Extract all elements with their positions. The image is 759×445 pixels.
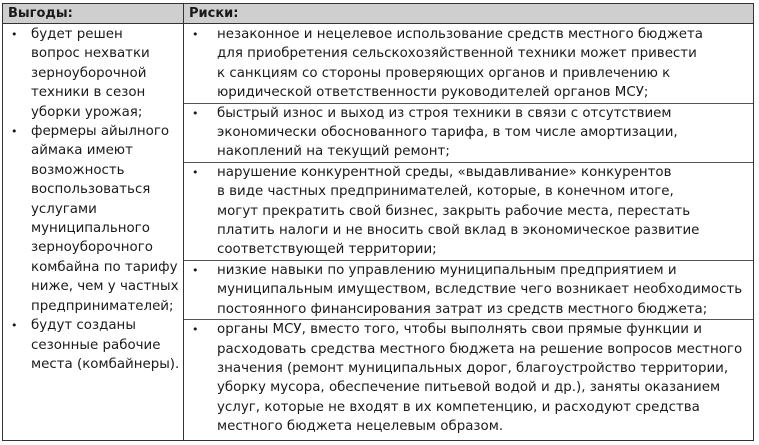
risk-line: низкие навыки по управлению муниципальным предприятием и (217, 262, 677, 278)
risk-line: платить налоги и не вносить свой вклад в экономическое развитие (217, 223, 700, 239)
table-header-row (3, 4, 753, 24)
benefit-item (3, 316, 181, 374)
risks-list (184, 25, 753, 437)
bullet-icon: • (11, 319, 18, 333)
risk-line: накоплений на текущий ремонт; (217, 144, 450, 160)
benefit-line: зерноуборочного (31, 240, 153, 256)
benefits-risks-table (2, 3, 754, 441)
risks-header: Риски: (189, 6, 239, 21)
risk-line: постоянного финансирования затрат из средств местного бюджета; (217, 301, 708, 317)
risk-line: могут прекратить свой бизнес, закрыть рабочие места, перестать (217, 203, 691, 219)
risk-line: расходовать средства местного бюджета на решение вопросов местного (217, 341, 743, 357)
risk-line: местного бюджета нецелевым образом. (217, 419, 504, 435)
risk-line: незаконное и нецелевое использование средств местного бюджета (217, 27, 704, 42)
risk-item (184, 104, 753, 163)
bullet-icon: • (11, 125, 18, 139)
risk-line: нарушение конкурентной среды, «выдавливание» конкурентов (217, 164, 672, 180)
risk-item (184, 163, 753, 261)
benefit-line: муниципального (31, 221, 150, 237)
bullet-icon: • (192, 323, 199, 337)
benefit-line: комбайна по тарифу (31, 259, 178, 275)
bullet-icon: • (192, 106, 199, 120)
risk-item (184, 261, 753, 320)
benefit-line: места (комбайнеры). (31, 356, 180, 372)
benefit-line: возможность (31, 162, 125, 178)
risk-line: значения (ремонт муниципальных дорог, благоустройство территории, (217, 360, 729, 376)
benefit-line: вопрос нехватки (31, 46, 150, 62)
bullet-icon: • (192, 165, 199, 179)
benefit-line: будут созданы (31, 318, 136, 334)
risk-line: муниципальным имуществом, вследствие чего возникает необходимость (217, 282, 743, 298)
benefits-list (3, 25, 181, 374)
benefit-line: зерноуборочной (31, 65, 147, 81)
bullet-icon: • (192, 28, 199, 41)
benefit-item (3, 25, 181, 122)
benefit-line: предпринимателей; (31, 298, 174, 314)
risk-line: соответствующей территории; (217, 242, 437, 258)
risk-line: для приобретения сельскохозяйственной техники может привести (217, 46, 697, 62)
risk-line: юридической ответственности руководителей органов МСУ; (217, 85, 649, 101)
risk-item (184, 25, 753, 104)
risk-line: экономически обоснованного тарифа, в том числе амортизации, (217, 125, 678, 141)
risk-line: к санкциям со стороны проверяющих органов и привлечению к (217, 65, 671, 81)
benefit-line: уборки урожая; (31, 104, 143, 120)
risk-item (184, 320, 753, 436)
risk-line: уборку мусора, обеспечение питьевой водой и др.), заняты оказанием (217, 380, 721, 396)
benefit-item (3, 122, 181, 316)
benefit-line: ниже, чем у частных (31, 279, 179, 295)
risk-line: быстрый износ и выход из строя техники в связи с отсутствием (217, 105, 672, 121)
benefit-line: техники в сезон (31, 85, 146, 101)
benefit-line: будет решен (31, 27, 123, 42)
benefit-line: воспользоваться (31, 182, 151, 198)
benefits-header: Выгоды: (8, 6, 73, 21)
bullet-icon: • (11, 28, 18, 41)
benefit-line: аймака имеют (31, 143, 133, 159)
benefit-line: услугами (31, 201, 97, 217)
risk-line: в виде частных предпринимателей, которые, в конечном итоге, (217, 184, 674, 200)
bullet-icon: • (192, 263, 199, 277)
benefit-line: фермеры айылного (31, 124, 170, 140)
risk-line: органы МСУ, вместо того, чтобы выполнять свои прямые функции и (217, 322, 702, 338)
risk-line: услуг, которые не входят в их компетенцию, и расходуют средства (217, 399, 700, 415)
benefit-line: сезонные рабочие (31, 337, 161, 353)
